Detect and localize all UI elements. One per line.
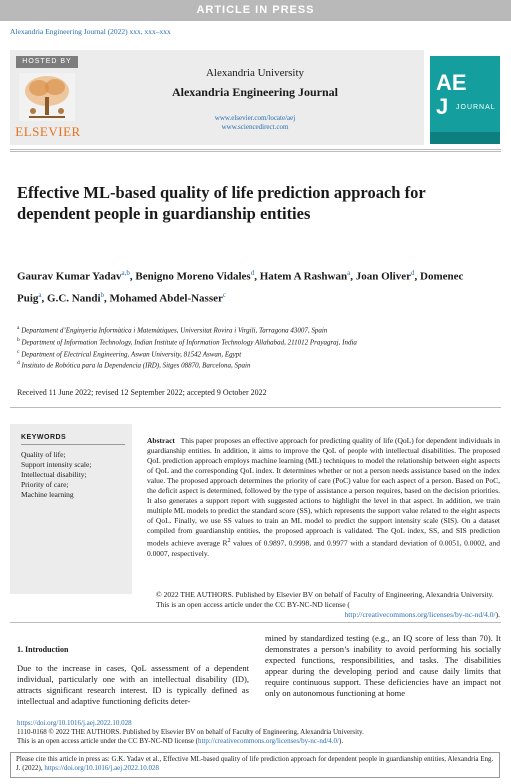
keyword-item: Support intensity scale; <box>21 460 92 469</box>
author-separator: , <box>414 270 418 283</box>
citation-doi-link[interactable]: https://doi.org/10.1016/j.aej.2022.10.028 <box>44 764 159 772</box>
keyword-item: Machine learning <box>21 490 74 499</box>
abstract-paragraph <box>147 436 500 559</box>
keywords-list <box>21 450 91 500</box>
affiliation-text: Department of Information Technology, Indian Institute of Information Technology Allahabad, 211012 Prayagraj, India <box>21 338 357 347</box>
abstract-text-end: values of 0.9897, 0.9998, and 0.9977 with a standard deviation of 0.0051, 0.0002, and 0.0007, respectively. <box>147 538 500 558</box>
author-list <box>17 264 487 307</box>
affiliation-line <box>17 336 497 348</box>
author-name[interactable]: Gaurav Kumar Yadav <box>17 270 122 283</box>
author-name[interactable]: G.C. Nandi <box>47 292 101 305</box>
affiliation-line <box>17 348 497 360</box>
license-text: This is an open access article under the CC BY-NC-ND license ( <box>17 737 198 745</box>
keywords-divider <box>21 444 125 445</box>
keywords-heading: KEYWORDS <box>21 434 67 441</box>
divider <box>10 151 501 152</box>
doi-link[interactable]: https://doi.org/10.1016/j.aej.2022.10.028 <box>17 719 132 727</box>
author-separator: , <box>350 270 353 283</box>
affiliation-marker: c <box>17 348 20 355</box>
affiliation-line <box>17 359 497 371</box>
affiliation-text: Departament d’Enginyeria Informàtica i Matemàtiques, Universitat Rovira i Virgili, Tarragona 43007, Spain <box>21 326 328 335</box>
issn-line: 1110-0168 © 2022 THE AUTHORS. Published by Elsevier BV on behalf of Faculty of Engineering, Alexandria University. <box>17 728 364 736</box>
author-separator: , <box>41 292 45 305</box>
copyright-end: ). <box>495 610 500 619</box>
license-end: ). <box>339 737 344 745</box>
license-footer-link[interactable]: http://creativecommons.org/licenses/by-nc-nd/4.0/ <box>197 737 339 745</box>
author-affiliation-marker[interactable]: d <box>250 269 255 277</box>
elsevier-tree-logo-icon <box>19 73 75 121</box>
body-text-left-column: Due to the increase in cases, QoL assessment of a dependent individual, particularly one with an intellectual disability (ID), attracts significant research interest. ID is typically defined as intellectual and adaptive functioning deficits deter- <box>17 663 249 706</box>
author-separator: , <box>104 292 107 305</box>
journal-title: Alexandria Engineering Journal <box>171 85 338 99</box>
copyright-text: © 2022 THE AUTHORS. Published by Elsevier BV on behalf of Faculty of Engineering, Alexandria University. This is an open access article under the CC BY-NC-ND license ( <box>156 590 494 609</box>
body-text-right-column: mined by standardized testing (e.g., an IQ score of less than 70). It demonstrates a person’s inability to avoid performing his socially expected functions, responsibilities, and tasks. The disabilities appear during the developing period and cause daily limits that require continuous support. These deficiencies have an impact not only on autonomous functioning at home <box>265 633 501 698</box>
author-affiliation-marker[interactable]: a,b <box>121 269 130 277</box>
cover-j-text: J <box>436 94 449 119</box>
journal-reference[interactable]: Alexandria Engineering Journal (2022) xxx, xxx–xxx <box>10 27 171 36</box>
section-heading-introduction: 1. Introduction <box>17 645 69 654</box>
journal-url-link[interactable]: www.elsevier.com/locate/aej <box>214 114 296 122</box>
keyword-item: Quality of life; <box>21 450 66 459</box>
divider <box>10 622 501 623</box>
author-affiliation-marker[interactable]: a <box>38 290 42 299</box>
author-name[interactable]: Domenec Puig <box>17 270 464 305</box>
affiliation-marker: a <box>17 325 20 331</box>
citation-text <box>16 755 496 773</box>
journal-cover-image <box>430 56 500 144</box>
author-separator: , <box>254 270 257 283</box>
cover-strip <box>430 132 500 144</box>
author-affiliation-marker[interactable]: d <box>411 269 415 277</box>
keyword-item: Priority of care; <box>21 480 69 489</box>
university-name: Alexandria University <box>205 67 305 79</box>
author-separator: , <box>129 270 133 283</box>
author-name[interactable]: Mohamed Abdel-Nasser <box>109 292 223 305</box>
keyword-item: Intellectual disability; <box>21 470 87 479</box>
citation-body: Please cite this article in press as: G.K. Yadav et al., Effective ML-based quality of life prediction approach for dependent people in guardianship entities, Alexandria Eng. J. (2022), <box>16 755 494 772</box>
article-in-press-banner: ARTICLE IN PRESS <box>0 0 511 21</box>
affiliation-text: Instituto de Robótica para la Dependencia (IRD), Sitges 08870, Barcelona, Spain <box>21 361 251 370</box>
affiliation-text: Department of Electrical Engineering, Aswan University, 81542 Aswan, Egypt <box>21 349 242 358</box>
author-name[interactable]: Joan Oliver <box>355 270 412 283</box>
sciencedirect-url-link[interactable]: www.sciencedirect.com <box>221 123 289 131</box>
divider <box>10 407 501 408</box>
author-name[interactable]: Benigno Moreno Vidales <box>135 270 251 283</box>
author-name[interactable]: Hatem A Rashwan <box>259 270 348 283</box>
article-title: Effective ML-based quality of life prediction approach for dependent people in guardianship entities <box>17 183 426 223</box>
affiliation-list <box>17 324 497 371</box>
r-squared-superscript: 2 <box>227 537 231 544</box>
affiliation-marker: d <box>17 360 20 367</box>
cover-ae-text: AE <box>436 70 467 95</box>
author-affiliation-marker[interactable]: a <box>347 269 351 277</box>
affiliation-marker: b <box>17 336 20 343</box>
received-dates: Received 11 June 2022; revised 12 September 2022; accepted 9 October 2022 <box>17 388 267 397</box>
abstract-label: Abstract <box>147 436 175 445</box>
hosted-by-label: HOSTED BY <box>16 56 78 68</box>
license-link[interactable]: http://creativecommons.org/licenses/by-nc-nd/4.0/ <box>344 610 496 619</box>
divider <box>10 149 501 150</box>
cover-journal-text: JOURNAL <box>456 104 496 111</box>
author-affiliation-marker[interactable]: b <box>100 290 105 299</box>
elsevier-wordmark: ELSEVIER <box>15 124 81 139</box>
affiliation-line <box>17 324 497 336</box>
abstract-text: This paper proposes an effective approach for predicting quality of life (QoL) for dependent individuals in guardianship entities. In addition, it aims to improve the QoL of people with intellectual disabilities. The proposed QoL prediction approach employs machine learning (ML) techniques to model the relationship between eight aspects of QoL and the corresponding QoL index. It determines whether or not a person needs assistance based on the index value. The proposed approach determines the priority of care (PoC) value for each aspect of a person. Based on PoC, the deficit aspect is determined, followed by the type of assistance a person requires, based on the decision priorities. It also generates a support report with suggested actions to highlight the level in that aspect. In addition, we train multiple ML models to predict the standard score (SS), which represents the support value related to the eight aspects of QoL. Finally, we use SS values to train an ML model to predict the support intensity scale (SIS). On a dataset compiled from guardianship entities, the proposed approach is validated. The QoL index, SS, and SIS prediction models achieve average R <box>147 436 501 548</box>
author-affiliation-marker[interactable]: c <box>222 290 226 299</box>
license-line <box>17 737 497 745</box>
copyright-notice <box>147 590 500 620</box>
